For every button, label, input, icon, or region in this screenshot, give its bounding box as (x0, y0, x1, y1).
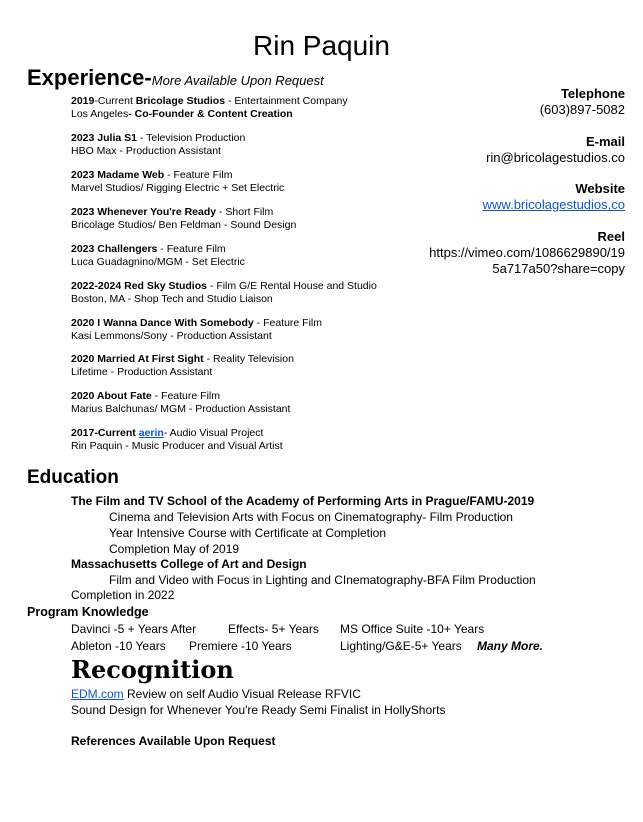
job-entry (71, 353, 294, 378)
website-link[interactable]: www.bricolagestudios.co (482, 197, 625, 212)
job-title: 2023 Whenever You're Ready (71, 206, 217, 218)
program-item: Davinci -5 + Years After (71, 622, 197, 636)
reel-block (429, 229, 625, 277)
job-line2: HBO Max - Production Assistant (71, 144, 221, 157)
job-year: 2019 (71, 95, 95, 107)
job-entry (71, 95, 348, 120)
job-line2: Los Angeles (71, 107, 129, 120)
email-value: rin@bricolagestudios.co (486, 150, 625, 165)
job-title: 2017-Current (71, 427, 139, 439)
job-desc: - Short Film (216, 206, 274, 218)
job-desc: - Entertainment Company (225, 95, 348, 107)
job-entry (71, 243, 245, 268)
job-role: - Co-Founder & Content Creation (128, 107, 293, 120)
aerin-link[interactable]: aerin (138, 427, 164, 439)
job-line2: Marvel Studios/ Rigging Electric + Set Electric (71, 181, 285, 194)
school-famu-detail: Completion May of 2019 (109, 542, 240, 556)
job-entry (71, 280, 377, 305)
school-famu-detail: Cinema and Television Arts with Focus on Cinematography- Film Production (109, 510, 513, 524)
program-more: Many More. (477, 639, 544, 653)
telephone-label: Telephone (560, 86, 625, 101)
school-famu: The Film and TV School of the Academy of Performing Arts in Prague/FAMU-2019 (71, 494, 535, 508)
job-entry (71, 132, 245, 157)
school-massart-completion: Completion in 2022 (71, 588, 175, 602)
job-title: Bricolage Studios (135, 95, 226, 107)
job-line2: Lifetime - Production Assistant (71, 365, 213, 378)
job-title: 2022-2024 Red Sky Studios (71, 280, 207, 292)
recognition-heading: Recognition (71, 655, 234, 684)
job-desc: - Audio Visual Project (163, 427, 264, 439)
job-entry (71, 317, 322, 342)
job-title: 2020 About Fate (71, 390, 152, 402)
job-entry (71, 427, 283, 452)
school-massart: Massachusetts College of Art and Design (71, 557, 307, 571)
edm-text: Review on self Audio Visual Release RFVIC (123, 687, 361, 701)
job-line2: Bricolage Studios/ Ben Feldman - Sound Design (71, 218, 297, 231)
job-desc: - Feature Film (157, 243, 226, 255)
reel-label: Reel (597, 229, 625, 244)
job-line2: Marius Balchunas/ MGM - Production Assistant (71, 402, 291, 415)
recognition-item: Sound Design for Whenever You're Ready Semi Finalist in HollyShorts (71, 703, 446, 717)
email-label: E-mail (585, 134, 625, 149)
job-title: 2023 Julia S1 (71, 132, 137, 144)
job-desc: - Feature Film (164, 169, 233, 181)
school-famu-detail: Year Intensive Course with Certificate at Completion (109, 526, 387, 540)
job-desc: - Film G/E Rental House and Studio (206, 280, 377, 292)
reel-line2: 5a717a50?share=copy (492, 261, 625, 276)
education-heading: Education (27, 467, 119, 488)
website-block (483, 181, 625, 213)
job-line2: Kasi Lemmons/Sony - Production Assistant (71, 329, 272, 342)
job-desc: - Feature Film (151, 390, 220, 402)
job-line2: Rin Paquin - Music Producer and Visual Artist (71, 439, 283, 452)
job-title: 2023 Challengers (71, 243, 158, 255)
program-item: MS Office Suite -10+ Years (340, 622, 485, 636)
resume-name: Rin Paquin (253, 30, 390, 61)
job-entry (71, 390, 290, 415)
job-line2: Boston, MA - Shop Tech and Studio Liaison (71, 292, 273, 305)
job-title: 2020 Married At First Sight (71, 353, 204, 365)
experience-heading (27, 65, 324, 91)
job-line2: Luca Guadagnino/MGM - Set Electric (71, 255, 245, 268)
recognition-item (71, 687, 361, 701)
program-knowledge-heading: Program Knowledge (27, 605, 149, 619)
telephone-block (540, 86, 625, 118)
experience-title: Experience- (27, 65, 152, 90)
job-title: 2020 I Wanna Dance With Somebody (71, 317, 254, 329)
telephone-value: (603)897-5082 (539, 102, 625, 117)
program-item: Premiere -10 Years (189, 639, 292, 653)
job-desc: - Feature Film (253, 317, 322, 329)
reel-line1: https://vimeo.com/1086629890/19 (429, 245, 625, 260)
program-item: Ableton -10 Years (71, 639, 166, 653)
job-entry (71, 169, 284, 194)
references-note: References Available Upon Request (71, 734, 276, 748)
email-block (486, 134, 625, 166)
job-entry (71, 206, 296, 231)
job-title: 2023 Madame Web (71, 169, 165, 181)
edm-link[interactable]: EDM.com (71, 687, 124, 701)
experience-subtitle: More Available Upon Request (151, 73, 324, 88)
job-year-suffix: -Current (94, 95, 136, 107)
program-item: Lighting/G&E-5+ Years (340, 639, 462, 653)
job-desc: - Television Production (136, 132, 246, 144)
school-massart-detail: Film and Video with Focus in Lighting and CInematography-BFA Film Production (109, 573, 536, 587)
job-desc: - Reality Television (203, 353, 294, 365)
program-item: Effects- 5+ Years (228, 622, 319, 636)
website-label: Website (575, 181, 625, 196)
